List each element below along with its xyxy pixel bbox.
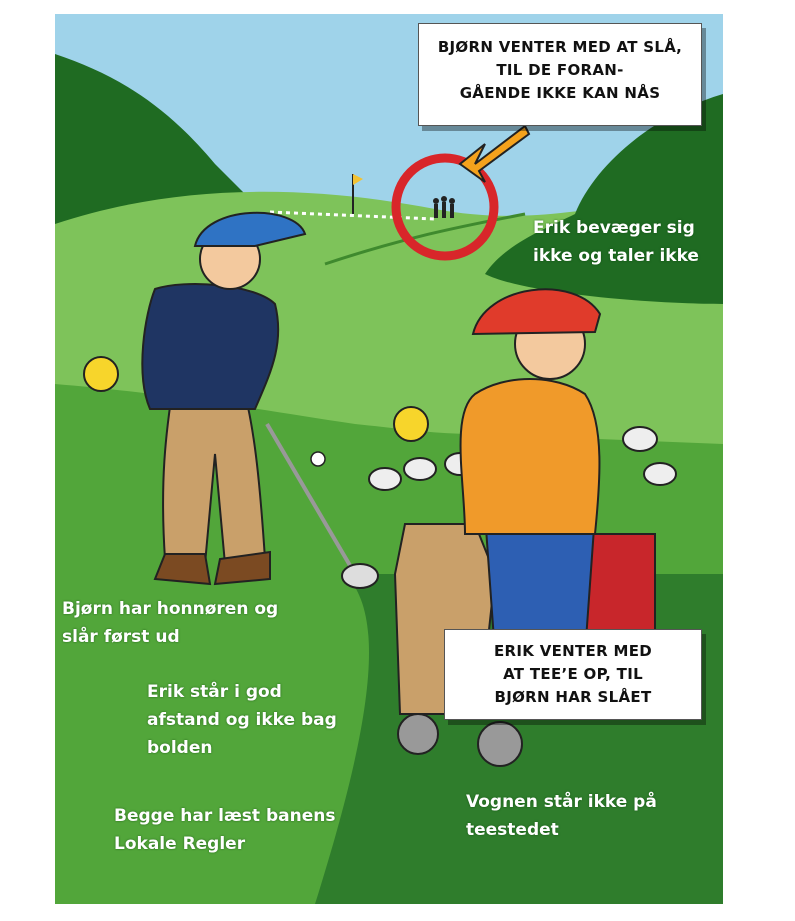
callout-waiting-to-tee	[444, 629, 702, 720]
caption-line: teestedet	[466, 820, 559, 840]
golf-scene	[55, 14, 723, 904]
caption-erik-distance	[147, 678, 337, 762]
caption-line: Erik står i god	[147, 682, 282, 702]
illustration	[55, 14, 723, 904]
golf-ball	[311, 452, 325, 466]
caption-line: Lokale Regler	[114, 834, 246, 854]
tee-marker-icon	[84, 357, 118, 391]
callout-line: BJØRN HAR SLÅET	[494, 688, 652, 706]
callout-line: ERIK VENTER MED	[493, 642, 652, 660]
callout-line: TIL DE FORAN-	[496, 61, 624, 79]
callout-waiting-players-ahead	[418, 23, 702, 126]
caption-line: afstand og ikke bag	[147, 710, 337, 730]
players-ahead	[433, 196, 455, 218]
caption-line: ikke og taler ikke	[533, 246, 699, 266]
caption-bjorn-honor	[62, 595, 278, 651]
caption-erik-quiet	[533, 214, 699, 270]
caption-cart	[466, 788, 657, 844]
callout-line: AT TEE’E OP, TIL	[503, 665, 643, 683]
caption-line: Bjørn har honnøren og	[62, 599, 279, 619]
caption-line: Vognen står ikke på	[466, 792, 657, 812]
caption-local-rules	[114, 802, 335, 858]
callout-line: BJØRN VENTER MED AT SLÅ,	[437, 38, 683, 56]
caption-line: bolden	[147, 738, 213, 758]
caption-line: Erik bevæger sig	[533, 218, 695, 238]
caption-line: slår først ud	[62, 627, 180, 647]
callout-line: GÅENDE IKKE KAN NÅS	[459, 84, 661, 102]
caption-line: Begge har læst banens	[114, 806, 336, 826]
tee-marker-icon	[394, 407, 428, 441]
